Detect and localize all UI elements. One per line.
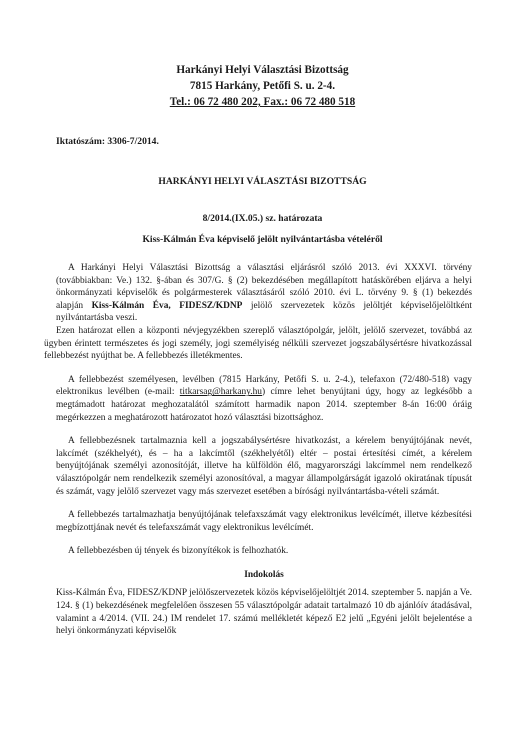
- paragraph-text: ) címre lehet benyújtani úgy, hogy az legkésőbb a megtámadott határozat meghozatalától számított harmadik napon 2014. szeptember 8-án 16:00 óráig megérkezzen a meghatározott határozatot hozó választási bizottsághoz.: [56, 387, 472, 423]
- file-number: Iktatószám: 3306-7/2014.: [56, 136, 159, 147]
- paragraph-decision: [44, 262, 472, 363]
- email-link[interactable]: titkarsag@harkany.hu: [179, 387, 262, 398]
- org-title: HARKÁNYI HELYI VÁLASZTÁSI BIZOTTSÁG: [158, 176, 367, 187]
- letterhead: [0, 62, 525, 110]
- paragraph-reasoning: Kiss-Kálmán Éva, FIDESZ/KDNP jelölőszervezetek közös képviselőjelöltjét 2014. szeptember 5. napján a Ve. 124. § (1) bekezdésének megfelelően összesen 55 választópolgár adatait tartalmazó 10 db ajánlóív átadásával, valamint a 4/2014. (VII. 24.) IM rendelet 17. számú mellékletét képező E2 jelű „Egyéni jelölt bejelentése a helyi önkormányzati képviselők: [56, 588, 472, 637]
- letterhead-address: 7815 Harkány, Petőfi S. u. 2-4.: [189, 80, 336, 92]
- candidate-name: Kiss-Kálmán Éva, FIDESZ/KDNP: [91, 300, 243, 311]
- paragraph-appeal-right: Ezen határozat ellen a központi névjegyzékben szereplő választópolgár, jelölt, jelölő szervezet, továbbá az ügyben érintett természetes és jogi személy, jogi személyiség nélküli szervezet jogszabálysértésre hivatkozással fellebbezést nyújthat be. A fellebbezés illetékmentes.: [44, 325, 472, 362]
- paragraph-text: jelölő szervezetek közös jelöltjét képviselőjelöltként nyilvántartásba veszi.: [56, 300, 472, 324]
- paragraph-appeal-content: A fellebbezésnek tartalmaznia kell a jogszabálysértésre hivatkozást, a kérelem benyújtójának nevét, lakcímét (székhelyét), és – ha a lakcímtől (székhelyétől) eltér – postai értesítési címét, a kérelem benyújtójának személyi azonosítóját, illetve ha külföldön élő, magyarországi lakcímmel nem rendelkező választópolgár nem rendelkezik személyi azonosítóval, a magyar állampolgárságát igazoló okiratának típusát és számát, vagy jelölő szervezet vagy más szervezet esetében a bírósági nyilvántartásba-vételi számát.: [56, 436, 472, 497]
- paragraph-appeal-optional: A fellebbezés tartalmazhatja benyújtójának telefaxszámát vagy elektronikus levélcímét, illetve kézbesítési megbízottjának nevét és telefaxszámát vagy elektronikus levélcímét.: [56, 510, 472, 533]
- section-heading-reasoning: Indokolás: [244, 569, 284, 580]
- resolution-number: 8/2014.(IX.05.) sz. határozata: [202, 213, 323, 224]
- paragraph-text: A fellebbezést személyesen, levélben (7815 Harkány, Petőfi S. u. 2-4.), telefaxon (72/480-518) vagy elektronikus levélben (e-mail:: [56, 374, 472, 398]
- resolution-body: [44, 262, 472, 650]
- resolution-title: Kiss-Kálmán Éva képviselő jelölt nyilvántartásba vételéről: [142, 234, 383, 245]
- paragraph-text: A Harkányi Helyi Választási Bizottság a választási eljárásról szóló 2013. évi XXXVI. törvény (továbbiakban: Ve.) 132. §-ában és 307/G. § (2) bekezdésében megállapított hatáskörében eljárva a helyi önkormányzati képviselők és polgármesterek választásáról szóló 2010. évi L. törvény 9. § (1) bekezdés alapján: [56, 263, 472, 311]
- letterhead-org: Harkányi Helyi Választási Bizottság: [176, 64, 349, 76]
- letterhead-contact: Tel.: 06 72 480 202, Fax.: 06 72 480 518: [169, 96, 356, 108]
- paragraph-new-facts: A fellebbezésben új tények és bizonyítékok is felhozhatók.: [68, 546, 289, 557]
- paragraph-appeal-submission: [56, 374, 472, 424]
